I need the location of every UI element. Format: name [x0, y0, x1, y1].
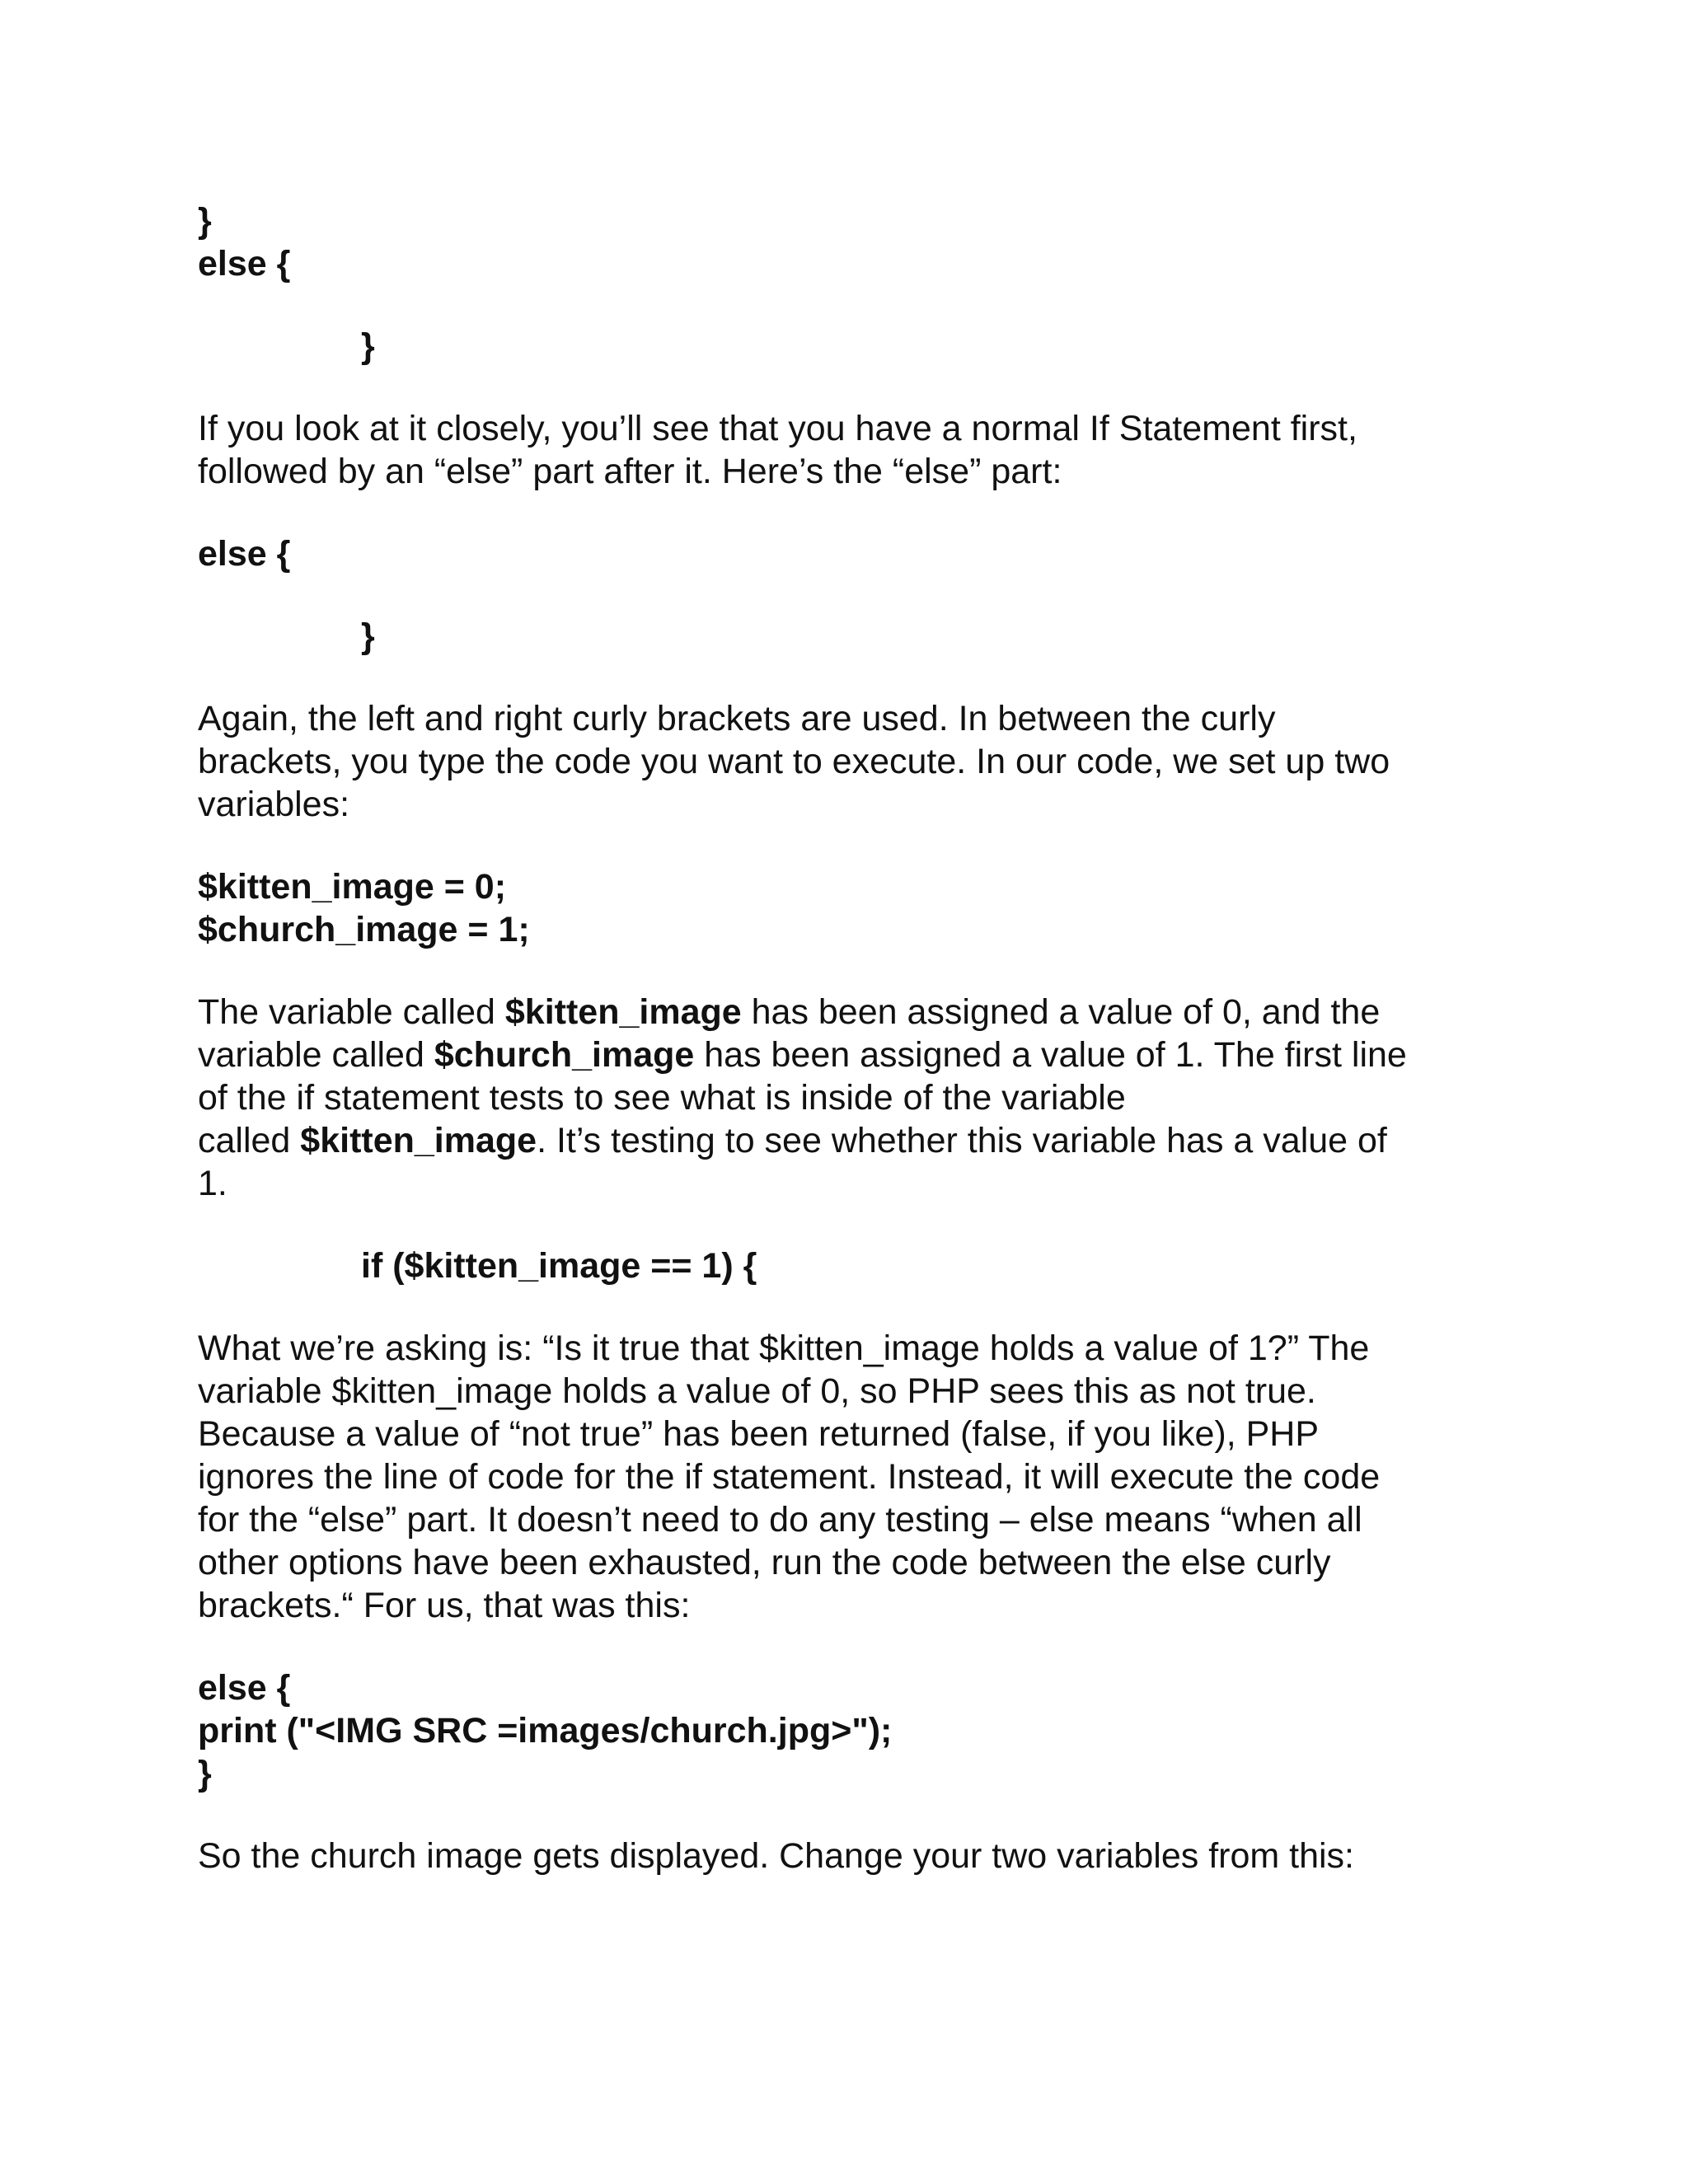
paragraph-line: variable $kitten_image holds a value of 0, so PHP sees this as not true. [198, 1371, 1316, 1411]
text-run: has been assigned a value of 0, and the [741, 992, 1381, 1032]
code-print-line: print ("<IMG SRC =images/church.jpg>"); [198, 1711, 893, 1750]
code-else-open: else { [198, 244, 291, 284]
code-block-else-example [198, 199, 1500, 368]
code-block-variables [198, 865, 1500, 951]
code-block-if-statement [198, 1244, 1500, 1287]
paragraph-line: ignores the line of code for the if statement. Instead, it will execute the code [198, 1457, 1381, 1497]
paragraph-if-explanation [198, 1327, 1500, 1627]
code-if-line: if ($kitten_image == 1) { [361, 1246, 757, 1286]
paragraph-line: Again, the left and right curly brackets are used. In between the curly [198, 699, 1276, 738]
paragraph-curly-brackets [198, 697, 1500, 826]
paragraph-intro-else [198, 407, 1500, 493]
code-block-else-print [198, 1666, 1500, 1795]
paragraph-church-displayed [198, 1835, 1500, 1877]
code-else-open: else { [198, 1668, 291, 1708]
paragraph-variable-explanation [198, 991, 1500, 1205]
code-indented-close-brace: } [361, 616, 375, 656]
paragraph-line: So the church image gets displayed. Change your two variables from this: [198, 1836, 1355, 1876]
paragraph-line: other options have been exhausted, run the code between the else curly [198, 1543, 1331, 1582]
paragraph-line: Because a value of “not true” has been returned (false, if you like), PHP [198, 1414, 1320, 1454]
inline-code-church-image: $church_image [434, 1035, 695, 1075]
paragraph-line: variables: [198, 785, 350, 824]
code-close-brace: } [198, 201, 212, 241]
text-run: The variable called [198, 992, 505, 1032]
paragraph-line: for the “else” part. It doesn’t need to do any testing – else means “when all [198, 1500, 1362, 1540]
paragraph-line: What we’re asking is: “Is it true that $kitten_image holds a value of 1?” The [198, 1329, 1370, 1368]
document-content [198, 199, 1500, 1877]
paragraph-line [198, 991, 1500, 1033]
paragraph-line: 1. [198, 1164, 227, 1203]
code-indented-close-brace: } [361, 326, 375, 366]
text-run: . It’s testing to see whether this variable has a value of [537, 1121, 1387, 1160]
code-church-variable: $church_image = 1; [198, 910, 530, 949]
paragraph-line: of the if statement tests to see what is inside of the variable [198, 1078, 1126, 1118]
paragraph-line [198, 1033, 1500, 1076]
code-else-open: else { [198, 534, 291, 574]
paragraph-line: brackets.“ For us, that was this: [198, 1586, 691, 1625]
text-run: variable called [198, 1035, 434, 1075]
inline-code-kitten-image: $kitten_image [504, 992, 742, 1032]
inline-code-kitten-image: $kitten_image [300, 1121, 537, 1160]
code-kitten-variable: $kitten_image = 0; [198, 867, 507, 907]
code-block-else-part [198, 532, 1500, 658]
text-run: has been assigned a value of 1. The first line [694, 1035, 1407, 1075]
paragraph-line [198, 1119, 1500, 1162]
text-run: called [198, 1121, 301, 1160]
paragraph-line: brackets, you type the code you want to execute. In our code, we set up two [198, 742, 1390, 781]
code-close-brace: } [198, 1754, 212, 1793]
paragraph-line: If you look at it closely, you’ll see that you have a normal If Statement first, [198, 409, 1357, 448]
paragraph-line: followed by an “else” part after it. Here’s the “else” part: [198, 452, 1062, 491]
